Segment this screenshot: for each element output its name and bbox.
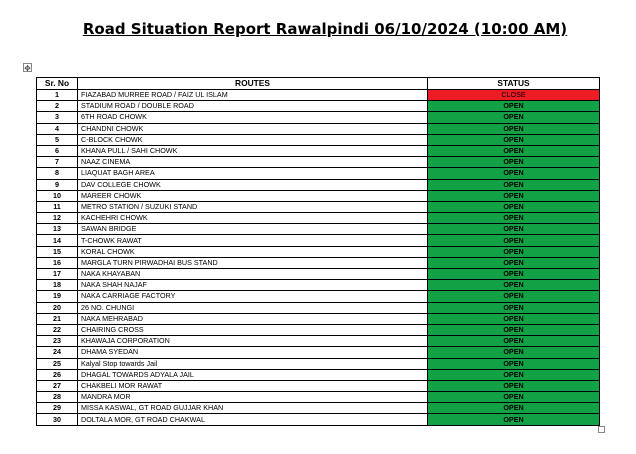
row-sr-no: 5 [37,134,78,145]
table-row [37,347,600,358]
row-route: MISSA KASWAL, GT ROAD GUJJAR KHAN [78,403,428,414]
table-row [37,190,600,201]
row-route: NAKA MEHRABAD [78,313,428,324]
table-row [37,313,600,324]
row-sr-no: 19 [37,291,78,302]
table-row [37,280,600,291]
table-row [37,90,600,101]
table-row [37,235,600,246]
row-status: OPEN [428,257,600,268]
report-title: Road Situation Report Rawalpindi 06/10/2024 (10:00 AM) [82,20,568,38]
row-sr-no: 18 [37,280,78,291]
row-status: OPEN [428,347,600,358]
table-row [37,269,600,280]
row-sr-no: 2 [37,101,78,112]
table-row [37,134,600,145]
table-row [37,101,600,112]
row-status: OPEN [428,213,600,224]
row-route: NAKA CARRIAGE FACTORY [78,291,428,302]
row-status: OPEN [428,157,600,168]
row-status: OPEN [428,179,600,190]
row-status: OPEN [428,369,600,380]
table-row [37,224,600,235]
table-row [37,324,600,335]
row-route: DHAGAL TOWARDS ADYALA JAIL [78,369,428,380]
row-route: T-CHOWK RAWAT [78,235,428,246]
row-route: CHAIRING CROSS [78,324,428,335]
row-route: KHAWAJA CORPORATION [78,336,428,347]
row-status: OPEN [428,190,600,201]
table-row [37,369,600,380]
row-sr-no: 1 [37,90,78,101]
table-row [37,213,600,224]
resize-square-icon[interactable] [598,426,605,433]
row-sr-no: 26 [37,369,78,380]
row-route: C-BLOCK CHOWK [78,134,428,145]
table-row [37,414,600,425]
row-sr-no: 17 [37,269,78,280]
row-route: LIAQUAT BAGH AREA [78,168,428,179]
table-row [37,168,600,179]
row-sr-no: 9 [37,179,78,190]
row-route: MARGLA TURN PIRWADHAI BUS STAND [78,257,428,268]
table-header-row [37,78,600,90]
table-row [37,336,600,347]
row-status: OPEN [428,280,600,291]
move-cross-icon[interactable]: ✥ [24,64,31,73]
row-status: OPEN [428,134,600,145]
row-route: KHANA PULL / SAHI CHOWK [78,145,428,156]
row-route: SAWAN BRIDGE [78,224,428,235]
row-route: 26 NO. CHUNGI [78,302,428,313]
row-sr-no: 20 [37,302,78,313]
table-row [37,145,600,156]
row-route: CHANDNI CHOWK [78,123,428,134]
row-status: OPEN [428,358,600,369]
row-route: NAAZ CINEMA [78,157,428,168]
header-status: STATUS [428,78,600,90]
row-status: OPEN [428,291,600,302]
row-status: OPEN [428,224,600,235]
table-row [37,112,600,123]
row-sr-no: 27 [37,380,78,391]
row-sr-no: 16 [37,257,78,268]
row-status: OPEN [428,168,600,179]
row-status: OPEN [428,403,600,414]
table-row [37,380,600,391]
table-row [37,302,600,313]
row-route: KORAL CHOWK [78,246,428,257]
table-row [37,403,600,414]
row-route: Kalyal Stop towards Jail [78,358,428,369]
row-route: NAKA SHAH NAJAF [78,280,428,291]
row-sr-no: 10 [37,190,78,201]
row-route: CHAKBELI MOR RAWAT [78,380,428,391]
row-status: OPEN [428,123,600,134]
row-route: NAKA KHAYABAN [78,269,428,280]
row-sr-no: 13 [37,224,78,235]
table-row [37,123,600,134]
row-sr-no: 8 [37,168,78,179]
table-row [37,358,600,369]
row-sr-no: 14 [37,235,78,246]
table-row [37,246,600,257]
row-sr-no: 3 [37,112,78,123]
row-status: OPEN [428,414,600,425]
row-status: OPEN [428,246,600,257]
row-status: OPEN [428,101,600,112]
table-row [37,179,600,190]
road-status-table [36,77,600,426]
row-route: DHAMA SYEDAN [78,347,428,358]
row-route: FIAZABAD MURREE ROAD / FAIZ UL ISLAM [78,90,428,101]
row-sr-no: 6 [37,145,78,156]
row-route: 6TH ROAD CHOWK [78,112,428,123]
row-sr-no: 11 [37,201,78,212]
row-route: DAV COLLEGE CHOWK [78,179,428,190]
row-sr-no: 21 [37,313,78,324]
row-sr-no: 7 [37,157,78,168]
row-status: OPEN [428,324,600,335]
row-sr-no: 24 [37,347,78,358]
table-row [37,201,600,212]
table-row [37,392,600,403]
row-route: STADIUM ROAD / DOUBLE ROAD [78,101,428,112]
row-route: MANDRA MOR [78,392,428,403]
row-sr-no: 28 [37,392,78,403]
row-sr-no: 29 [37,403,78,414]
row-route: METRO STATION / SUZUKI STAND [78,201,428,212]
row-status: OPEN [428,145,600,156]
row-status: OPEN [428,313,600,324]
row-status: OPEN [428,302,600,313]
row-status: OPEN [428,112,600,123]
row-sr-no: 15 [37,246,78,257]
row-status: OPEN [428,392,600,403]
row-route: MAREER CHOWK [78,190,428,201]
row-status: OPEN [428,269,600,280]
row-status: OPEN [428,235,600,246]
header-routes: ROUTES [78,78,428,90]
row-sr-no: 22 [37,324,78,335]
row-status: OPEN [428,336,600,347]
table-row [37,291,600,302]
row-status: OPEN [428,380,600,391]
row-sr-no: 12 [37,213,78,224]
row-sr-no: 4 [37,123,78,134]
row-sr-no: 30 [37,414,78,425]
header-sr-no: Sr. No [37,78,78,90]
row-sr-no: 23 [37,336,78,347]
table-row [37,157,600,168]
table-row [37,257,600,268]
row-status: OPEN [428,201,600,212]
row-sr-no: 25 [37,358,78,369]
row-route: DOLTALA MOR, GT ROAD CHAKWAL [78,414,428,425]
row-route: KACHEHRI CHOWK [78,213,428,224]
row-status: CLOSE [428,90,600,101]
